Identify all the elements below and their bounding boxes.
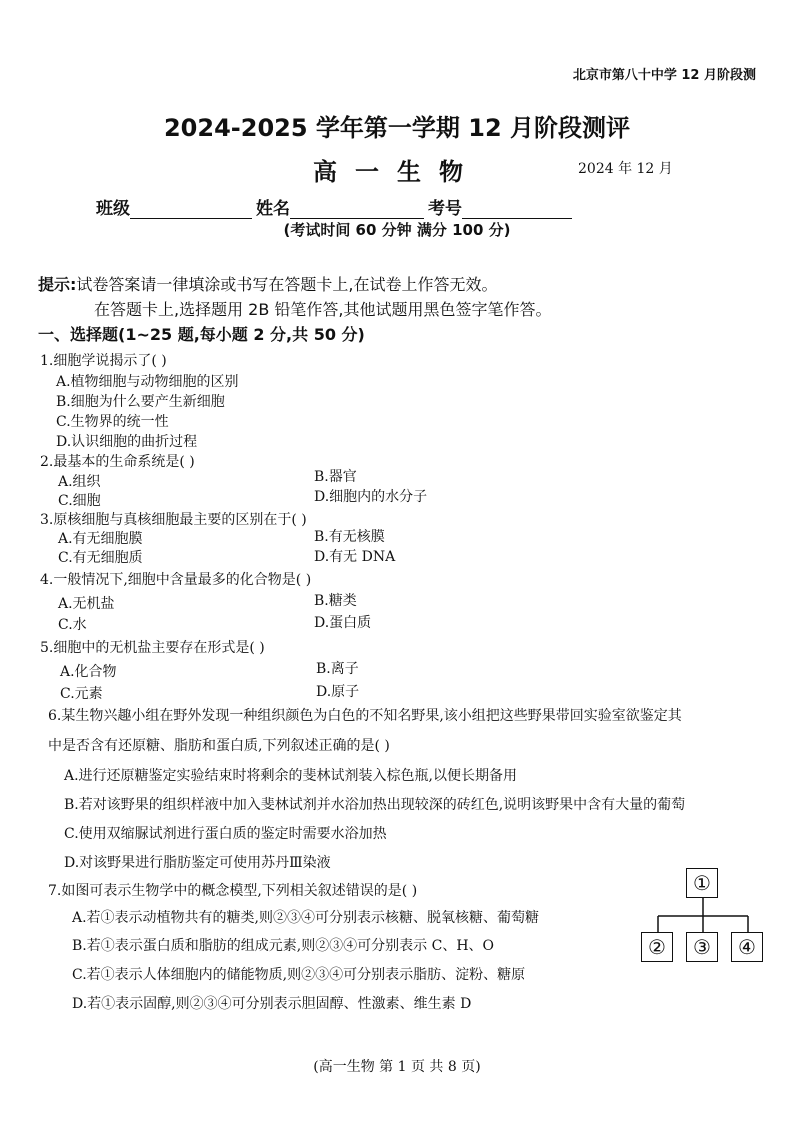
page-footer: (高一生物 第 1 页 共 8 页)	[313, 1059, 481, 1075]
notice-line-2: 在答题卡上,选择题用 2B 铅笔作答,其他试题用黑色签字笔作答。	[94, 300, 552, 319]
question-4-option-c: C.水	[58, 617, 87, 633]
question-4-option-d: D.蛋白质	[314, 615, 372, 631]
school-watermark: 北京市第八十中学 12 月阶段测	[572, 68, 756, 83]
question-7-option-a: A.若①表示动植物共有的糖类,则②③④可分别表示核糖、脱氧核糖、葡萄糖	[72, 910, 540, 926]
question-6-stem-line-2: 中是否含有还原糖、脂肪和蛋白质,下列叙述正确的是( )	[48, 738, 390, 754]
question-6-option-a: A.进行还原糖鉴定实验结束时将剩余的斐林试剂装入棕色瓶,以便长期备用	[64, 768, 518, 784]
question-3-option-d: D.有无 DNA	[314, 549, 396, 565]
question-2-option-b: B.器官	[314, 469, 357, 485]
question-1-stem: 1.细胞学说揭示了( )	[40, 353, 167, 369]
name-label: 姓名	[256, 199, 290, 219]
exam-info: (考试时间 60 分钟 满分 100 分)	[283, 221, 511, 239]
question-5-option-b: B.离子	[316, 661, 359, 677]
exam-date: 2024 年 12 月	[578, 161, 673, 177]
notice-line-1: 提示:试卷答案请一律填涂或书写在答题卡上,在试卷上作答无效。	[38, 275, 498, 294]
question-7-option-c: C.若①表示人体细胞内的储能物质,则②③④可分别表示脂肪、淀粉、糖原	[72, 967, 526, 983]
number-label: 考号	[428, 199, 462, 219]
question-7-option-d: D.若①表示固醇,则②③④可分别表示胆固醇、性激素、维生素 D	[72, 996, 472, 1012]
question-4-option-a: A.无机盐	[58, 596, 115, 612]
class-blank[interactable]	[130, 200, 252, 219]
question-3-stem: 3.原核细胞与真核细胞最主要的区别在于( )	[40, 512, 307, 528]
section-heading: 一、选择题(1~25 题,每小题 2 分,共 50 分)	[38, 325, 365, 344]
exam-title: 2024-2025 学年第一学期 12 月阶段测评	[163, 114, 631, 142]
concept-model-diagram	[636, 866, 766, 966]
question-3-option-c: C.有无细胞质	[58, 550, 143, 566]
student-info-fields	[96, 194, 576, 219]
question-1-option-c: C.生物界的统一性	[56, 414, 169, 430]
question-4-option-b: B.糖类	[314, 593, 357, 609]
question-6-stem-line-1: 6.某生物兴趣小组在野外发现一种组织颜色为白色的不知名野果,该小组把这些野果带回实验室欲鉴定其	[48, 708, 682, 724]
question-6-option-d: D.对该野果进行脂肪鉴定可使用苏丹Ⅲ染液	[64, 855, 331, 871]
notice-label: 提示:	[38, 275, 77, 294]
number-blank[interactable]	[462, 200, 572, 219]
question-1-option-b: B.细胞为什么要产生新细胞	[56, 394, 225, 410]
diagram-node-3: ③	[686, 932, 718, 962]
question-5-option-c: C.元素	[60, 686, 103, 702]
question-1-option-a: A.植物细胞与动物细胞的区别	[56, 374, 239, 390]
diagram-node-1: ①	[686, 868, 718, 898]
question-2-option-c: C.细胞	[58, 493, 101, 509]
question-3-option-a: A.有无细胞膜	[58, 531, 143, 547]
question-6-option-b: B.若对该野果的组织样液中加入斐林试剂并水浴加热出现较深的砖红色,说明该野果中含有大量的葡萄	[64, 797, 686, 813]
name-blank[interactable]	[290, 200, 424, 219]
question-2-stem: 2.最基本的生命系统是( )	[40, 454, 195, 470]
question-3-option-b: B.有无核膜	[314, 529, 385, 545]
question-5-option-a: A.化合物	[60, 664, 117, 680]
question-4-stem: 4.一般情况下,细胞中含量最多的化合物是( )	[40, 572, 312, 588]
question-2-option-a: A.组织	[58, 474, 101, 490]
exam-subject: 高一生物	[313, 158, 481, 186]
class-label: 班级	[96, 199, 130, 219]
question-1-option-d: D.认识细胞的曲折过程	[56, 434, 198, 450]
diagram-node-4: ④	[731, 932, 763, 962]
question-6-option-c: C.使用双缩脲试剂进行蛋白质的鉴定时需要水浴加热	[64, 826, 387, 842]
question-7-stem: 7.如图可表示生物学中的概念模型,下列相关叙述错误的是( )	[48, 883, 418, 899]
question-5-stem: 5.细胞中的无机盐主要存在形式是( )	[40, 640, 265, 656]
question-7-option-b: B.若①表示蛋白质和脂肪的组成元素,则②③④可分别表示 C、H、O	[72, 938, 495, 954]
diagram-node-2: ②	[641, 932, 673, 962]
question-5-option-d: D.原子	[316, 684, 360, 700]
question-2-option-d: D.细胞内的水分子	[314, 489, 428, 505]
